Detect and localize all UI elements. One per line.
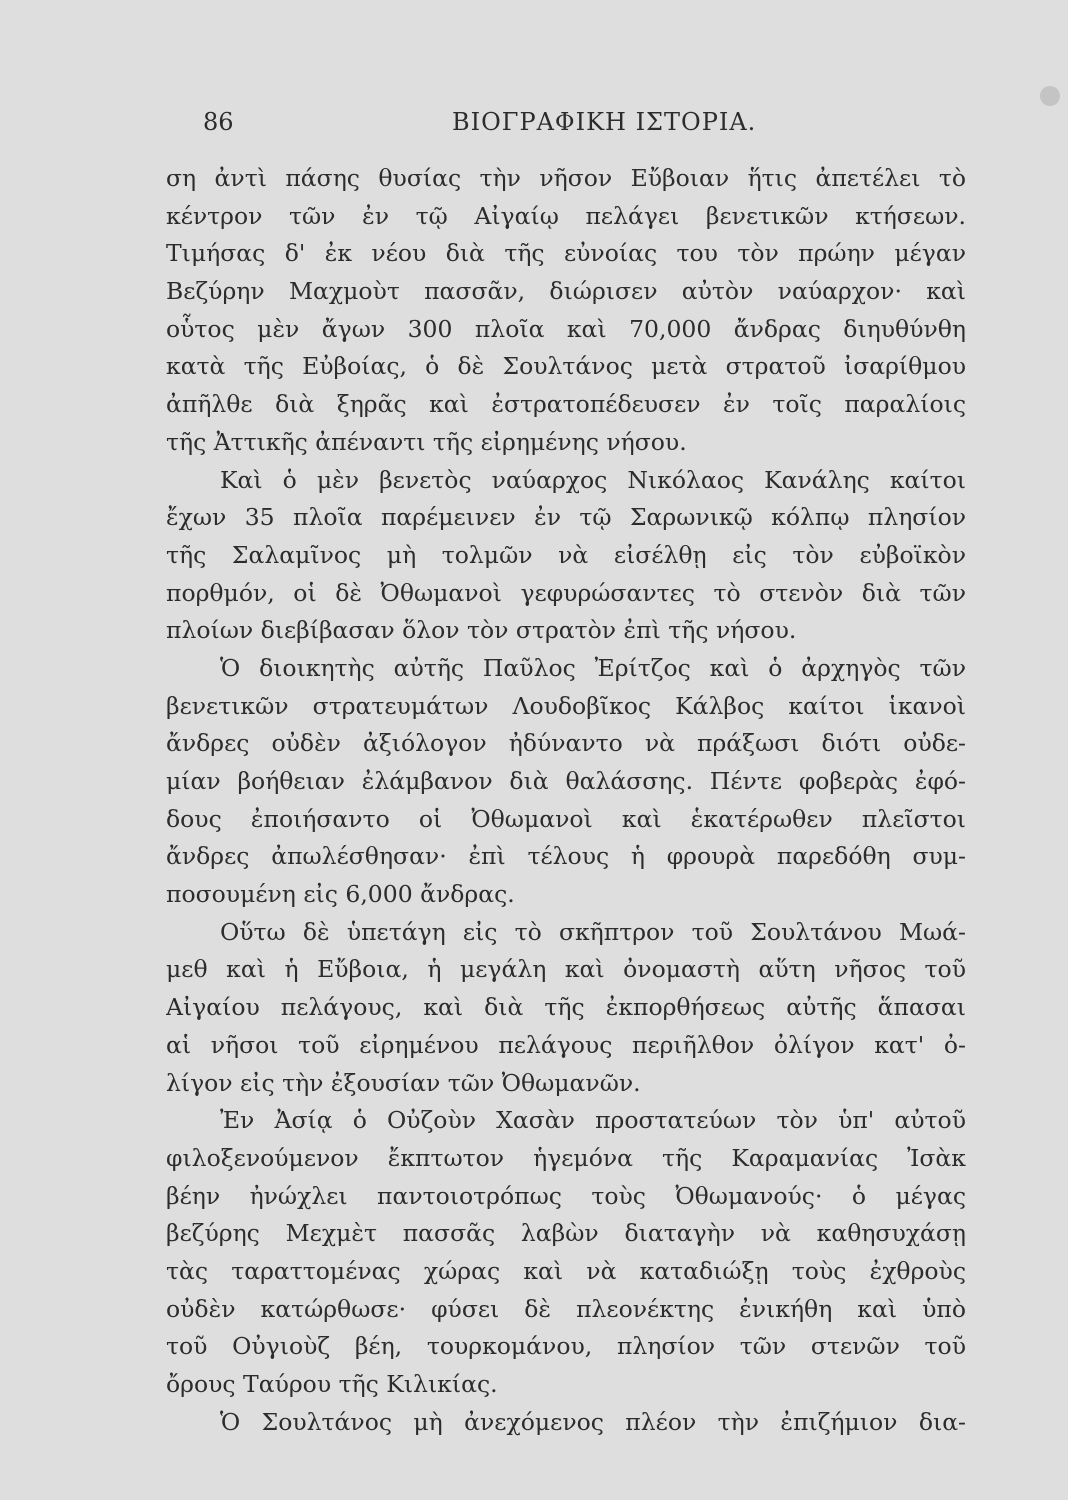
text-line: ἔχων 35 πλοῖα παρέμεινεν ἐν τῷ Σαρωνικῷ κόλπῳ πλησίον — [166, 503, 966, 532]
page-number: 86 — [203, 108, 234, 136]
text-line: αἱ νῆσοι τοῦ εἰρημένου πελάγους περιῆλθον ὀλίγον κατ' ὀ- — [166, 1030, 966, 1059]
text-line: ποσουμένη εἰς 6,000 ἄνδρας. — [166, 880, 515, 909]
text-line: βεζύρης Μεχμὲτ πασσᾶς λαβὼν διαταγὴν νὰ καθησυχάσῃ — [166, 1219, 966, 1248]
text-line: κέντρον τῶν ἐν τῷ Αἰγαίῳ πελάγει βενετικῶν κτήσεων. — [166, 201, 966, 230]
text-line: βέην ἠνώχλει παντοιοτρόπως τοὺς Ὀθωμανούς· ὁ μέγας — [166, 1181, 966, 1210]
text-line: μίαν βοήθειαν ἐλάμβανον διὰ θαλάσσης. Πέντε φοβερὰς ἐφό- — [166, 767, 966, 795]
text-line: ἄνδρες ἀπωλέσθησαν· ἐπὶ τέλους ἡ φρουρὰ παρεδόθη συμ- — [166, 842, 966, 871]
text-line: βενετικῶν στρατευμάτων Λουδοβῖκος Κάλβος καίτοι ἱκανοὶ — [166, 691, 966, 720]
text-line: δους ἐποιήσαντο οἱ Ὀθωμανοὶ καὶ ἑκατέρωθεν πλεῖστοι — [166, 804, 966, 833]
text-line: Οὕτω δὲ ὑπετάγη εἰς τὸ σκῆπτρον τοῦ Σουλτάνου Μωά- — [220, 917, 966, 946]
text-line: Τιμήσας δ' ἐκ νέου διὰ τῆς εὐνοίας του τὸν πρώην μέγαν — [166, 239, 966, 268]
text-line: φιλοξενούμενον ἔκπτωτον ἡγεμόνα τῆς Καραμανίας Ἰσὰκ — [166, 1143, 966, 1172]
text-line: οὐδὲν κατώρθωσε· φύσει δὲ πλεονέκτης ἐνικήθη καὶ ὑπὸ — [166, 1294, 966, 1323]
text-line: τῆς Ἀττικῆς ἀπέναντι τῆς εἰρημένης νήσου. — [166, 427, 687, 456]
text-line: Ὁ διοικητὴς αὐτῆς Παῦλος Ἐρίτζος καὶ ὁ ἀρχηγὸς τῶν — [220, 653, 966, 682]
text-line: τὰς ταραττομένας χώρας καὶ νὰ καταδιώξῃ τοὺς ἐχθροὺς — [166, 1256, 966, 1285]
text-line: Καὶ ὁ μὲν βενετὸς ναύαρχος Νικόλαος Κανάλης καίτοι — [220, 465, 966, 494]
text-line: Ἐν Ἀσίᾳ ὁ Οὐζοὺν Χασὰν προστατεύων τὸν ὑπ' αὐτοῦ — [220, 1106, 966, 1135]
text-line: λίγον εἰς τὴν ἐξουσίαν τῶν Ὀθωμανῶν. — [166, 1068, 641, 1097]
text-line: μεθ καὶ ἡ Εὔβοια, ἡ μεγάλη καὶ ὀνομαστὴ αὕτη νῆσος τοῦ — [166, 955, 966, 984]
text-line: ἀπῆλθε διὰ ξηρᾶς καὶ ἐστρατοπέδευσεν ἐν τοῖς παραλίοις — [166, 390, 966, 419]
page-header — [203, 108, 961, 148]
text-line: τοῦ Οὐγιοὺζ βέη, τουρκομάνου, πλησίον τῶν στενῶν τοῦ — [166, 1332, 966, 1361]
text-line: τῆς Σαλαμῖνος μὴ τολμῶν νὰ εἰσέλθῃ εἰς τὸν εὐβοϊκὸν — [166, 540, 966, 569]
text-line: ἄνδρες οὐδὲν ἀξιόλογον ἠδύναντο νὰ πράξωσι διότι οὐδε- — [166, 729, 966, 758]
text-line: Βεζύρην Μαχμοὺτ πασσᾶν, διώρισεν αὐτὸν ναύαρχον· καὶ — [166, 277, 966, 306]
running-title: ΒΙΟΓΡΑΦΙΚΗ ΙΣΤΟΡΙΑ. — [452, 108, 757, 136]
body-text — [166, 160, 966, 1441]
text-line: πορθμόν, οἱ δὲ Ὀθωμανοὶ γεφυρώσαντες τὸ στενὸν διὰ τῶν — [166, 578, 966, 607]
text-line: Αἰγαίου πελάγους, καὶ διὰ τῆς ἐκπορθήσεως αὐτῆς ἅπασαι — [166, 993, 966, 1022]
text-line: κατὰ τῆς Εὐβοίας, ὁ δὲ Σουλτάνος μετὰ στρατοῦ ἰσαρίθμου — [166, 352, 966, 381]
text-line: ση ἀντὶ πάσης θυσίας τὴν νῆσον Εὔβοιαν ἥτις ἀπετέλει τὸ — [166, 164, 966, 192]
text-line: οὗτος μὲν ἄγων 300 πλοῖα καὶ 70,000 ἄνδρας διηυθύνθη — [166, 314, 966, 343]
text-line: πλοίων διεβίβασαν ὅλον τὸν στρατὸν ἐπὶ τῆς νήσου. — [166, 616, 797, 645]
page-stain — [1040, 86, 1060, 106]
text-line: Ὁ Σουλτάνος μὴ ἀνεχόμενος πλέον τὴν ἐπιζήμιον δια- — [220, 1407, 966, 1436]
text-line: ὄρους Ταύρου τῆς Κιλικίας. — [166, 1370, 498, 1398]
